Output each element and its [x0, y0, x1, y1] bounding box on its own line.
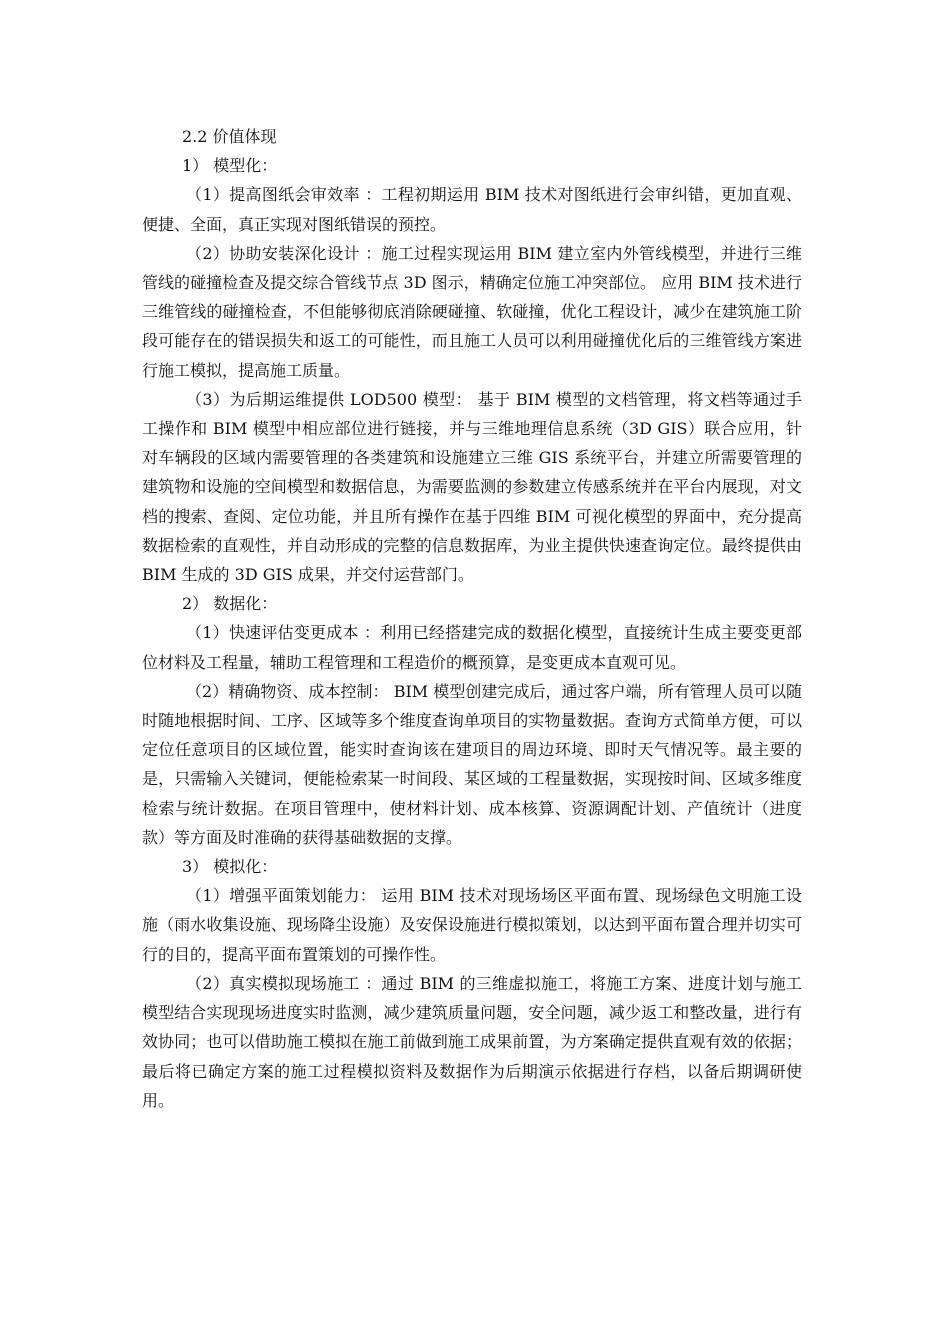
paragraph: （1）提高图纸会审效率 ：工程初期运用 BIM 技术对图纸进行会审纠错，更加直观、便捷、全面，真正实现对图纸错误的预控。 [142, 185, 802, 234]
part-modeling [142, 151, 802, 589]
paragraph: （2）协助安装深化设计 ：施工过程实现运用 BIM 建立室内外管线模型，并进行三维管线的碰撞检查及提交综合管线节点 3D 图示，精确定位施工冲突部位。 应用 BIM 技术进行三维管线的碰撞检查，不但能够彻底消除硬碰撞、软碰撞，优化工程设计，减少在建筑施工阶段可能存在的错误损失和返工的可能性，而且施工人员可以利用碰撞优化后的三维管线方案进行施工模拟，提高施工质量。 [142, 243, 802, 380]
section-title: 2.2 价值体现 [182, 127, 277, 146]
paragraph: （1）增强平面策划能力： 运用 BIM 技术对现场场区平面布置、现场绿色文明施工设施（雨水收集设施、现场降尘设施）及安保设施进行模拟策划，以达到平面布置合理并切实可行的目的，提高平面布置策划的可操作性。 [142, 886, 802, 964]
part-heading: 3） 模拟化： [182, 857, 278, 877]
part-heading: 2） 数据化： [182, 594, 278, 614]
document-body [142, 122, 802, 1115]
part-heading: 1） 模型化： [182, 156, 278, 176]
part-data [142, 589, 802, 852]
paragraph: （2）真实模拟现场施工 ：通过 BIM 的三维虚拟施工，将施工方案、进度计划与施工模型结合实现现场进度实时监测，减少建筑质量问题，安全问题，减少返工和整改量，进行有效协同；也可以借助施工模拟在施工前做到施工成果前置，为方案确定提供直观有效的依据；最后将已确定方案的施工过程模拟资料及数据作为后期演示依据进行存档，以备后期调研使用。 [142, 973, 802, 1110]
paragraph: （1）快速评估变更成本 ：利用已经搭建完成的数据化模型，直接统计生成主要变更部位材料及工程量，辅助工程管理和工程造价的概预算，是变更成本直观可见。 [142, 623, 802, 672]
paragraph: （3）为后期运维提供 LOD500 模型： 基于 BIM 模型的文档管理，将文档等通过手工操作和 BIM 模型中相应部位进行链接，并与三维地理信息系统（3D GIS）联合应用，针对车辆段的区域内需要管理的各类建筑和设施建立三维 GIS 系统平台，并建立所需要管理的建筑物和设施的空间模型和数据信息，为需要监测的参数建立传感系统并在平台内展现，对文档的搜索、查阅、定位功能，并且所有操作在基于四维 BIM 可视化模型的界面中，充分提高数据检索的直观性，并自动形成的完整的信息数据库，为业主提供快速查询定位。最终提供由 BIM 生成的 3D GIS 成果，并交付运营部门。 [142, 389, 802, 585]
paragraph: （2）精确物资、成本控制： BIM 模型创建完成后，通过客户端，所有管理人员可以随时随地根据时间、工序、区域等多个维度查询单项目的实物量数据。查询方式简单方便，可以定位任意项目的区域位置，能实时查询该在建项目的周边环境、即时天气情况等。最主要的是，只需输入关键词，便能检索某一时间段、某区域的工程量数据，实现按时间、区域多维度检索与统计数据。在项目管理中，使材料计划、成本核算、资源调配计划、产值统计（进度款）等方面及时准确的获得基础数据的支撑。 [142, 681, 802, 847]
part-simulation [142, 852, 802, 1115]
